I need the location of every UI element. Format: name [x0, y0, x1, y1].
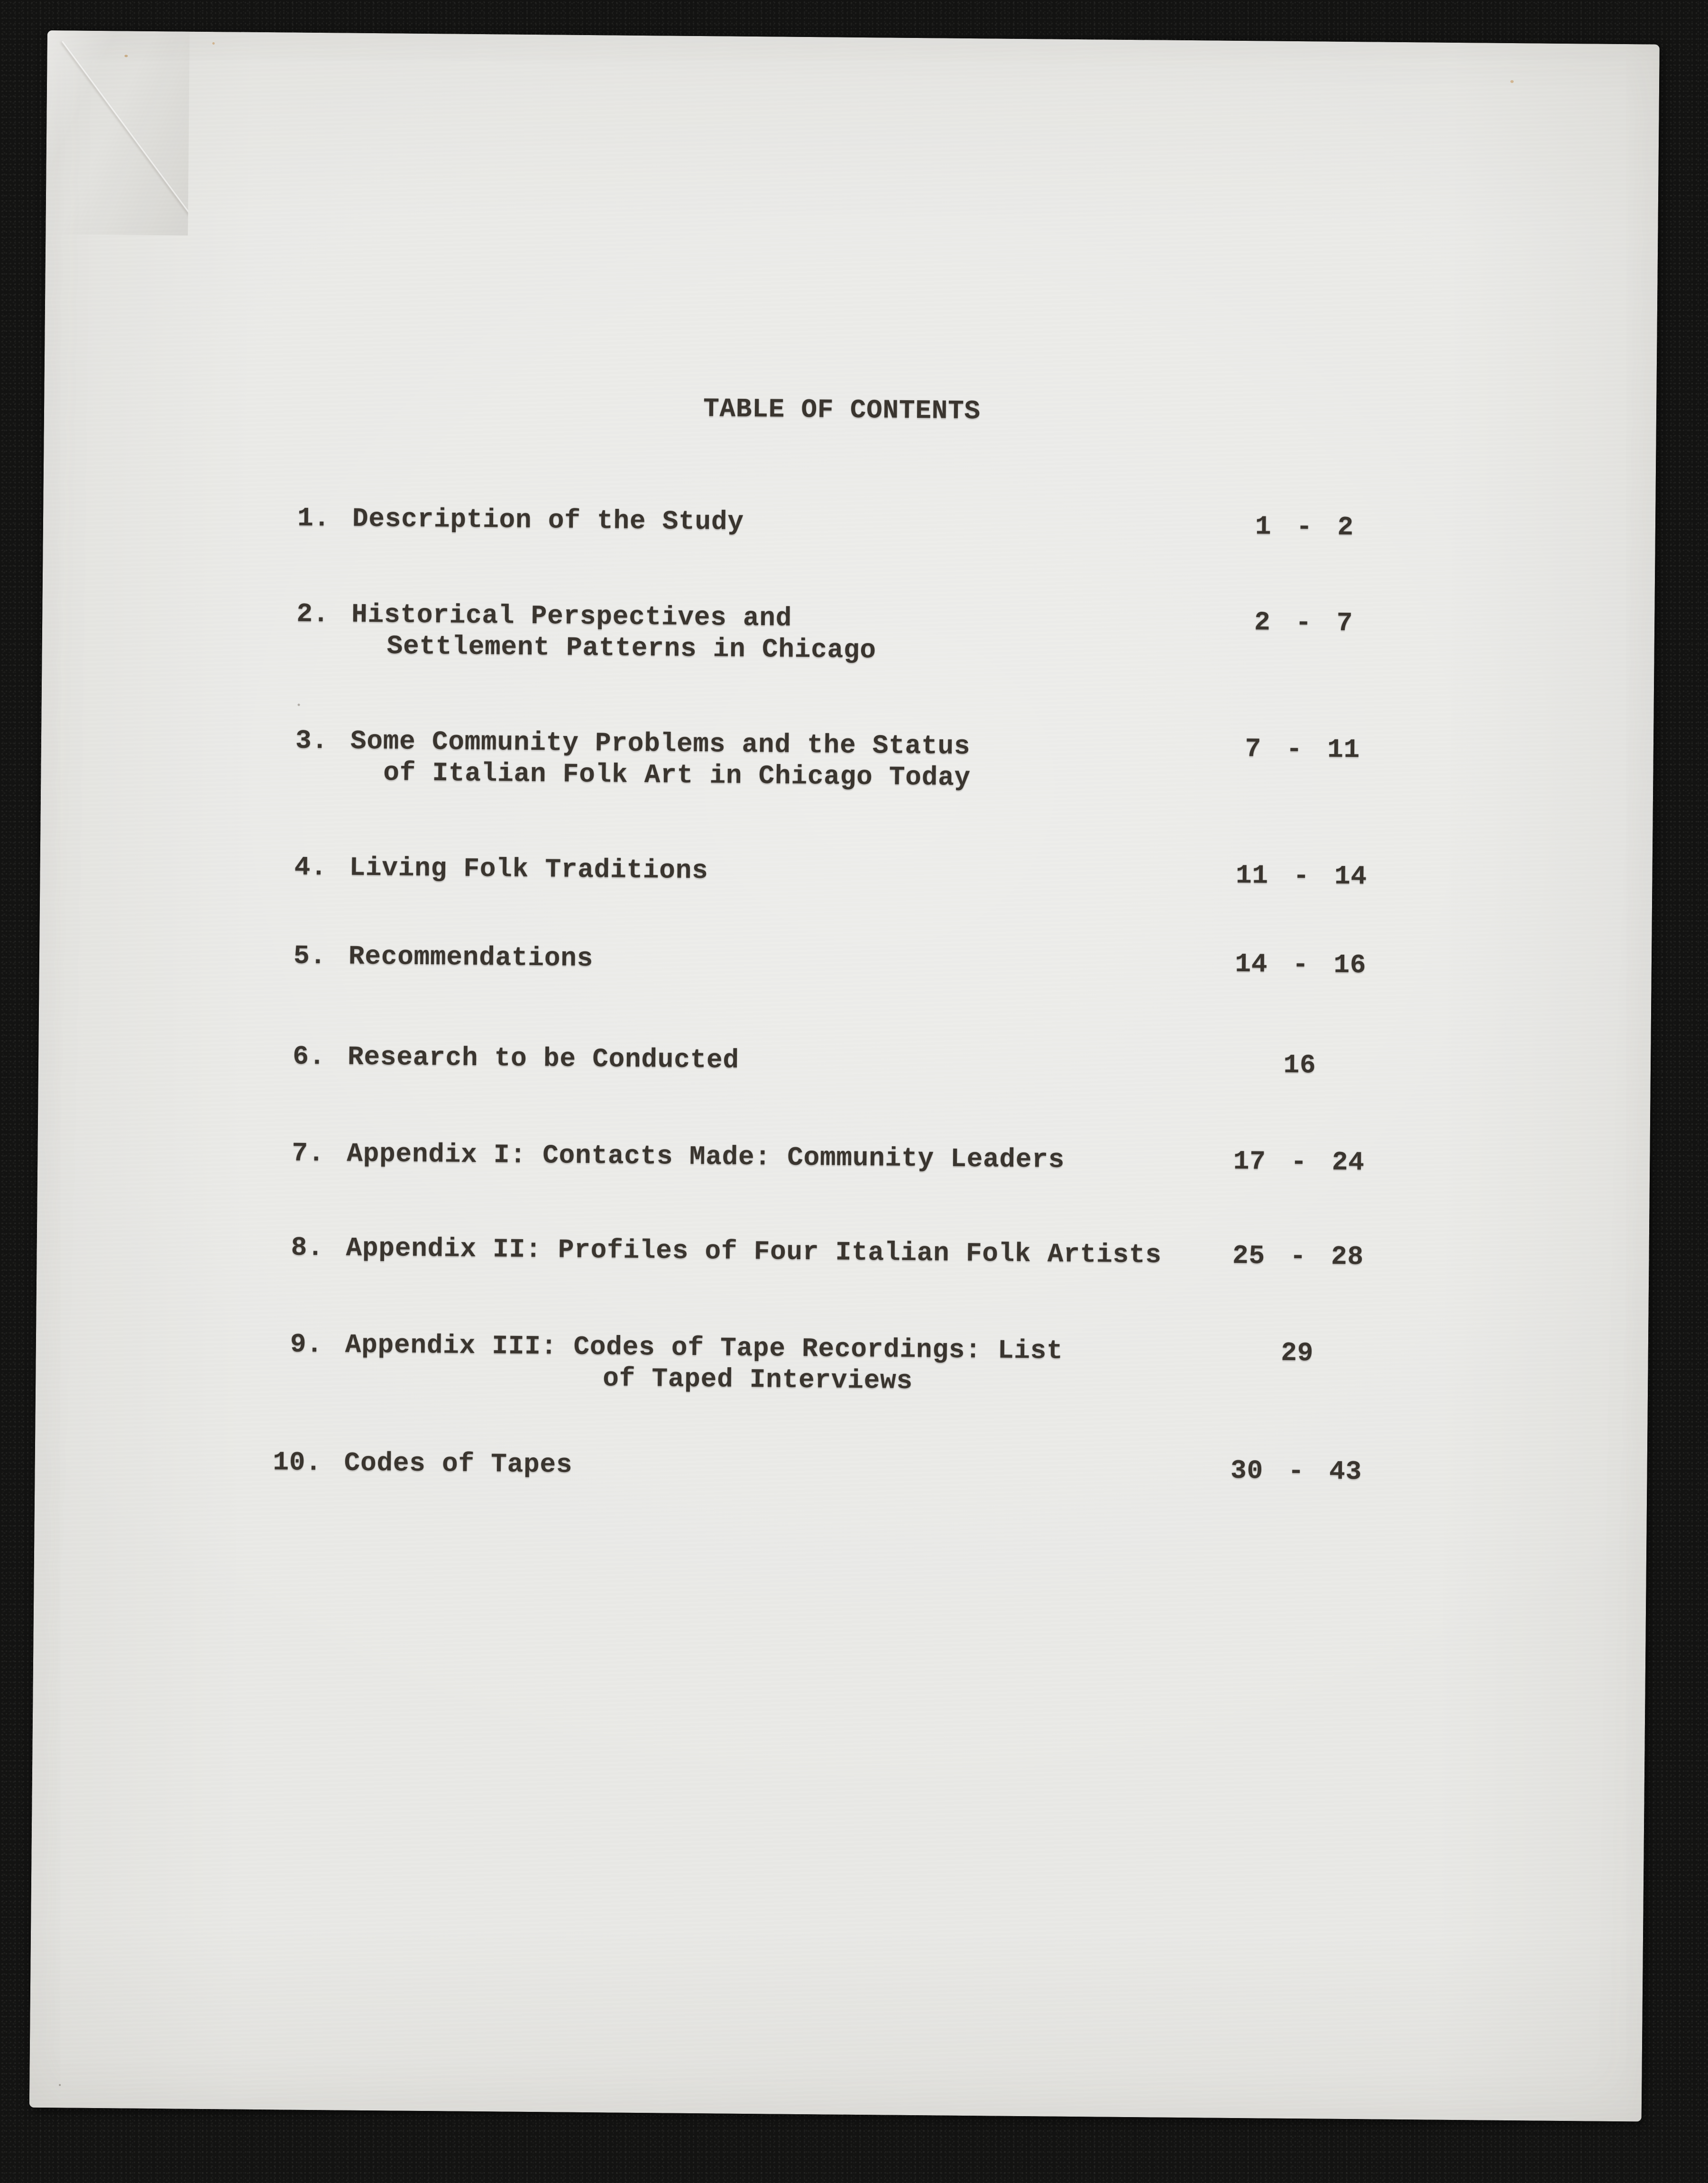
toc-item-pages: 14 - 16	[1235, 949, 1367, 981]
toc-item-number: 6.	[293, 1041, 326, 1072]
toc-item-title: Recommendations	[348, 941, 594, 974]
toc-item-pages: 2 - 7	[1254, 607, 1353, 639]
toc-item-number: 7.	[292, 1138, 325, 1169]
toc-item-title: Appendix I: Contacts Made: Community Leaders	[347, 1138, 1065, 1175]
toc-item-pages: 25 - 28	[1232, 1240, 1364, 1272]
toc-item-title: Living Folk Traditions	[349, 852, 708, 886]
toc-item-pages: 29	[1281, 1337, 1314, 1369]
page-title: TABLE OF CONTENTS	[703, 394, 981, 427]
toc-item-pages: 1 - 2	[1255, 511, 1354, 543]
toc-item-title: Appendix II: Profiles of Four Italian Folk Artists	[346, 1233, 1162, 1271]
toc-item-title: Appendix III: Codes of Tape Recordings: List	[345, 1329, 1063, 1366]
toc-item-pages: 7 - 11	[1245, 734, 1360, 765]
toc-item-number: 4.	[294, 852, 327, 883]
toc-item-pages: 11 - 14	[1235, 860, 1368, 892]
toc-item-number: 1.	[297, 503, 331, 534]
toc-item-number: 2.	[296, 599, 330, 630]
toc-item-title: Description of the Study	[352, 503, 744, 537]
toc-item-number: 3.	[295, 725, 329, 756]
toc-item-title: Codes of Tapes	[344, 1447, 573, 1480]
paper-sheet	[29, 30, 1660, 2122]
toc-item-title-line2: of Italian Folk Art in Chicago Today	[383, 757, 971, 793]
toc-item-number: 5.	[293, 940, 327, 972]
toc-item-number: 8.	[291, 1232, 324, 1263]
toc-item-number: 9.	[290, 1329, 323, 1360]
toc-item-title: Some Community Problems and the Status	[350, 726, 971, 762]
toc-item-title: Research to be Conducted	[347, 1041, 740, 1076]
toc-item-number: 10.	[273, 1447, 322, 1478]
toc-item-pages: 17 - 24	[1233, 1146, 1365, 1178]
toc-item-pages: 30 - 43	[1230, 1455, 1362, 1487]
toc-item-pages: 16	[1283, 1050, 1316, 1081]
toc-item-title: Historical Perspectives and	[351, 599, 792, 634]
table-of-contents	[29, 30, 1660, 2122]
toc-item-title-line2: of Taped Interviews	[602, 1363, 913, 1397]
toc-item-title-line2: Settlement Patterns in Chicago	[386, 631, 877, 666]
